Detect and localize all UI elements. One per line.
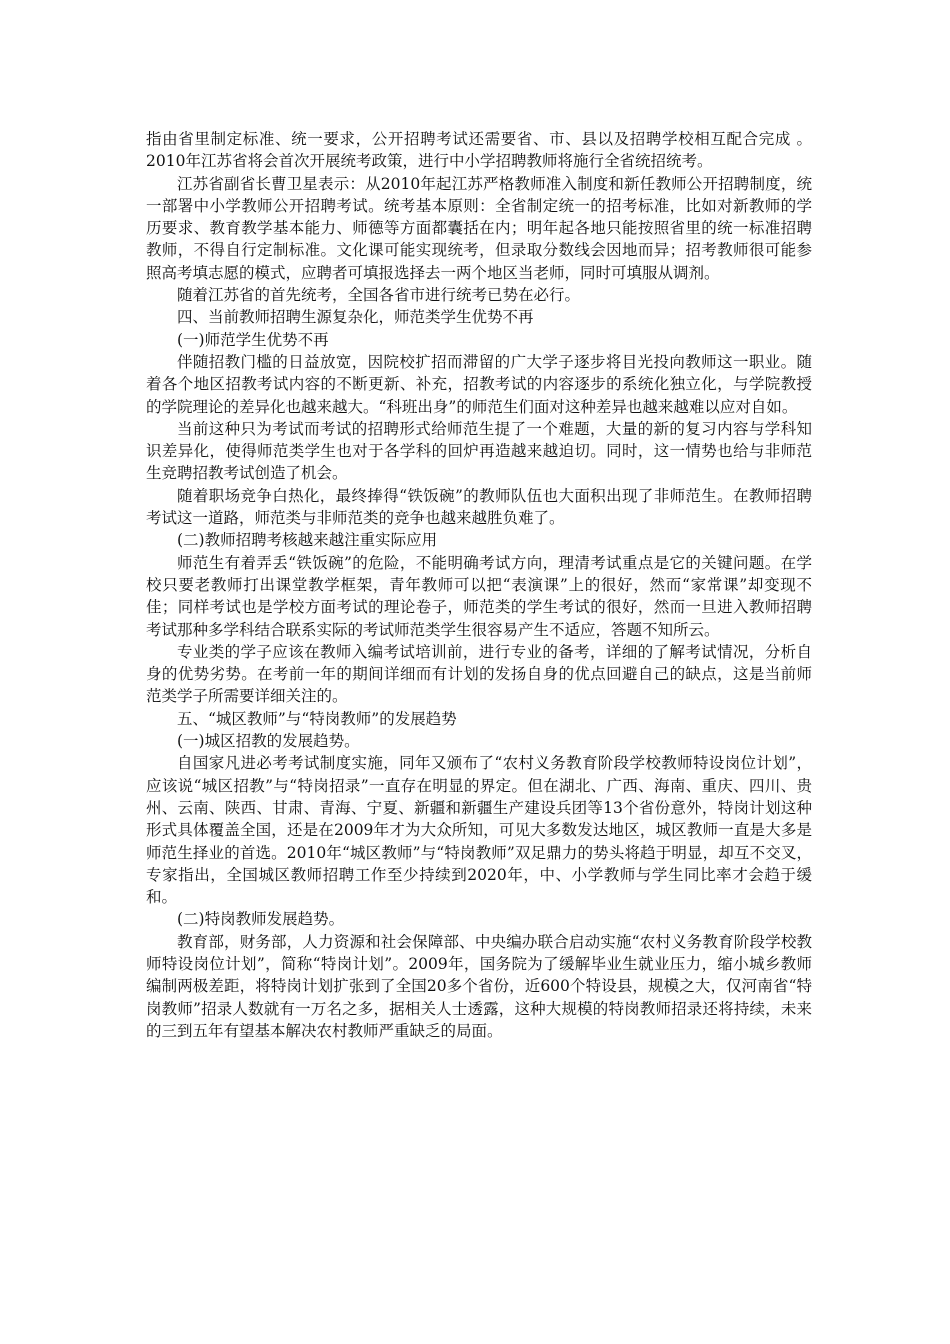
- section-heading: 四、当前教师招聘生源复杂化，师范类学生优势不再: [177, 308, 534, 327]
- paragraph: 当前这种只为考试而考试的招聘形式给师范生提了一个难题，大量的新的复习内容与学科知识差异化，使得师范类学生也对于各学科的回炉再造越来越迫切。同时，这一情势也给与非师范生竞聘招教考试创造了机会。: [146, 419, 812, 483]
- paragraph: 专业类的学子应该在教师入编考试培训前，进行专业的备考，详细的了解考试情况，分析自身的优势劣势。在考前一年的期间详细而有计划的发扬自身的优点回避自己的缺点，这是当前师范类学子所需要详细关注的。: [146, 642, 812, 706]
- paragraph: 教育部，财务部，人力资源和社会保障部、中央编办联合启动实施“农村义务教育阶段学校教师特设岗位计划”，简称“特岗计划”。2009年，国务院为了缓解毕业生就业压力，缩小城乡教师编制两极差距，将特岗计划扩张到了全国20多个省份，近600个特设县，规模之大，仅河南省“特岗教师”招录人数就有一万名之多，据相关人士透露，这种大规模的特岗教师招录还将持续，未来的三到五年有望基本解决农村教师严重缺乏的局面。: [146, 932, 812, 1040]
- paragraph: 师范生有着弄丢“铁饭碗”的危险，不能明确考试方向，理清考试重点是它的关键问题。在学校只要老教师打出课堂教学框架，青年教师可以把“表演课”上的很好，然而“家常课”却变现不佳；同样考试也是学校方面考试的理论卷子，师范类的学生考试的很好，然而一旦进入教师招聘考试那种多学科结合联系实际的考试师范类学生很容易产生不适应，答题不知所云。: [146, 553, 812, 639]
- subsection-heading: (二)教师招聘考核越来越注重实际应用: [177, 531, 438, 550]
- paragraph: 随着职场竞争白热化，最终捧得“铁饭碗”的教师队伍也大面积出现了非师范生。在教师招聘考试这一道路，师范类与非师范类的竞争也越来越胜负难了。: [146, 486, 812, 528]
- document-body: [146, 128, 812, 1042]
- paragraph: 自国家凡进必考考试制度实施，同年又颁布了“农村义务教育阶段学校教师特设岗位计划”，应该说“城区招教”与“特岗招录”一直存在明显的界定。但在湖北、广西、海南、重庆、四川、贵州、云南、陕西、甘肃、青海、宁夏、新疆和新疆生产建设兵团等13个省份意外，特岗计划这种形式具体覆盖全国，还是在2009年才为大众所知，可见大多数发达地区，城区教师一直是大多是师范生择业的首选。2010年“城区教师”与“特岗教师”双足鼎力的势头将趋于明显，却互不交叉，专家指出，全国城区教师招聘工作至少持续到2020年，中、小学教师与学生同比率才会趋于缓和。: [146, 754, 812, 907]
- paragraph: 随着江苏省的首先统考，全国各省市进行统考已势在必行。: [177, 286, 581, 305]
- paragraph: 伴随招教门槛的日益放宽，因院校扩招而滞留的广大学子逐步将目光投向教师这一职业。随着各个地区招教考试内容的不断更新、补充，招教考试的内容逐步的系统化独立化，与学院教授的学院理论的差异化也越来越大。“科班出身”的师范生们面对这种差异也越来越难以应对自如。: [146, 352, 812, 416]
- paragraph: 江苏省副省长曹卫星表示：从2010年起江苏严格教师准入制度和新任教师公开招聘制度，统一部署中小学教师公开招聘考试。统考基本原则：全省制定统一的招考标准，比如对新教师的学历要求、教育教学基本能力、师德等方面都囊括在内；明年起各地只能按照省里的统一标准招聘教师，不得自行定制标准。文化课可能实现统考，但录取分数线会因地而异；招考教师很可能参照高考填志愿的模式，应聘者可填报选择去一两个地区当老师，同时可填服从调剂。: [146, 174, 812, 282]
- paragraph: 指由省里制定标准、统一要求，公开招聘考试还需要省、市、县以及招聘学校相互配合完成 。2010年江苏省将会首次开展统考政策，进行中小学招聘教师将施行全省统招统考。: [146, 130, 812, 171]
- subsection-heading: (一)师范学生优势不再: [177, 330, 329, 349]
- subsection-heading: (二)特岗教师发展趋势。: [177, 910, 345, 929]
- section-heading: 五、“城区教师”与“特岗教师”的发展趋势: [177, 709, 457, 728]
- subsection-heading: (一)城区招教的发展趋势。: [177, 732, 360, 751]
